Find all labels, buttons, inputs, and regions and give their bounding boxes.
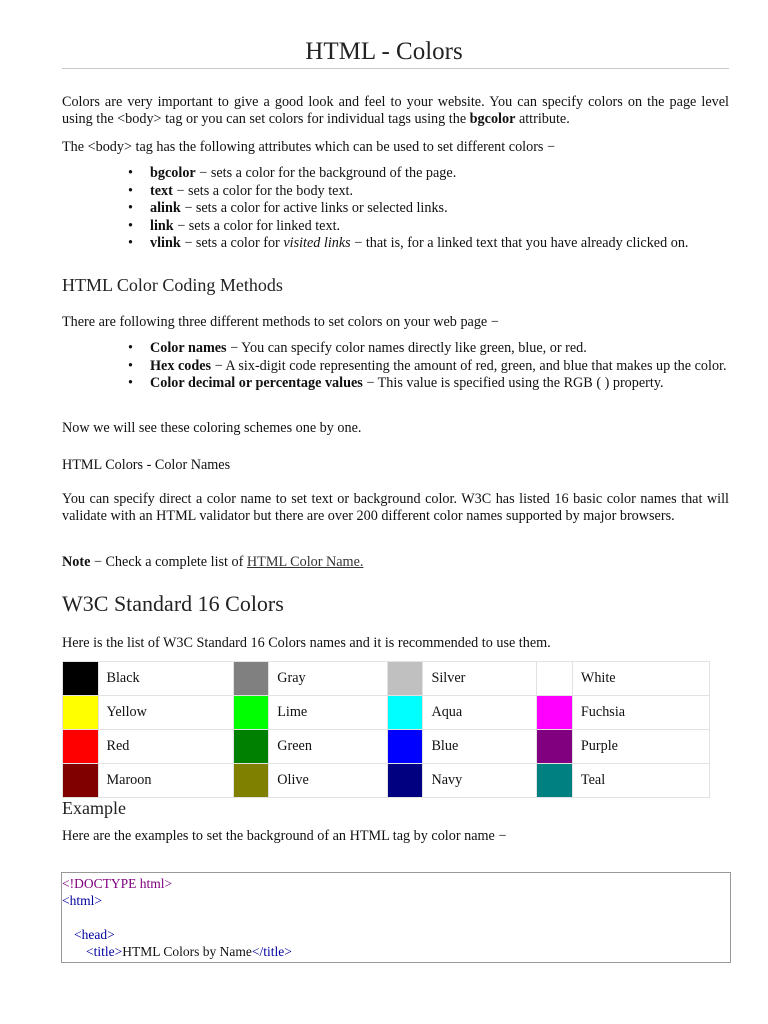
color-swatch [233, 662, 269, 696]
table-row [63, 764, 710, 798]
color-swatch [63, 764, 99, 798]
color-swatch [233, 730, 269, 764]
color-swatch [63, 662, 99, 696]
table-row [63, 662, 710, 696]
page-title: HTML - Colors [305, 38, 463, 65]
code-line-html: <html> [62, 893, 102, 908]
color-name: Black [98, 662, 233, 696]
color-swatch [537, 662, 573, 696]
color-swatch [233, 696, 269, 730]
list-item: • Color names − You can specify color names directly like green, blue, or red. [128, 340, 729, 358]
intro-text-end: attribute. [515, 111, 570, 127]
color-name: Navy [423, 764, 537, 798]
code-example [61, 872, 731, 963]
w3c-heading: W3C Standard 16 Colors [62, 591, 284, 616]
color-name: Blue [423, 730, 537, 764]
intro-text: Colors are very important to give a good look and feel to your website. You can specify colors on the page level using the <body> tag or you can set colors for individual tags using the [62, 94, 729, 127]
color-swatch [387, 696, 423, 730]
methods-outro: Now we will see these coloring schemes one by one. [62, 420, 362, 436]
color-name: Fuchsia [572, 696, 709, 730]
code-line-head: <head> [74, 927, 115, 942]
list-item: • text − sets a color for the body text. [128, 183, 729, 201]
color-swatch [387, 730, 423, 764]
color-name: Purple [572, 730, 709, 764]
color-swatch [233, 764, 269, 798]
table-row [63, 730, 710, 764]
color-name: Red [98, 730, 233, 764]
color-swatch [63, 696, 99, 730]
color-name: Maroon [98, 764, 233, 798]
color-names-subheading: HTML Colors - Color Names [62, 457, 231, 473]
note-paragraph: Note − Check a complete list of HTML Color Name. [62, 554, 364, 570]
methods-intro: There are following three different methods to set colors on your web page − [62, 314, 499, 330]
example-heading: Example [62, 798, 126, 818]
color-name: Green [269, 730, 388, 764]
body-tag-paragraph: The <body> tag has the following attributes which can be used to set different colors − [62, 139, 555, 155]
note-label: Note [62, 554, 91, 570]
color-swatch [537, 730, 573, 764]
w3c-intro: Here is the list of W3C Standard 16 Colors names and it is recommended to use them. [62, 635, 551, 651]
list-item: • Hex codes − A six-digit code representing the amount of red, green, and blue that makes up the color. [128, 358, 729, 376]
list-item: • link − sets a color for linked text. [128, 218, 729, 236]
color-name: Olive [269, 764, 388, 798]
list-item: • Color decimal or percentage values − This value is specified using the RGB ( ) property. [128, 375, 729, 393]
color-swatch [537, 696, 573, 730]
color-swatch [387, 764, 423, 798]
color-name: White [572, 662, 709, 696]
color-swatch [63, 730, 99, 764]
intro-paragraph [62, 94, 729, 128]
html-color-name-link[interactable]: HTML Color Name. [246, 554, 364, 570]
methods-heading: HTML Color Coding Methods [62, 275, 283, 295]
color-name: Gray [269, 662, 388, 696]
intro-bold-term: bgcolor [469, 111, 516, 127]
color-name: Lime [269, 696, 388, 730]
color-names-paragraph: You can specify direct a color name to set text or background color. W3C has listed 16 basic color names that will validate with an HTML validator but there are over 200 different color names supported by major browsers. [62, 491, 729, 524]
code-line-title: <title>HTML Colors by Name</title> [86, 944, 292, 959]
table-row [63, 696, 710, 730]
color-name: Teal [572, 764, 709, 798]
list-item: • bgcolor − sets a color for the background of the page. [128, 165, 729, 183]
color-name: Yellow [98, 696, 233, 730]
body-attributes-list [128, 165, 729, 253]
list-item: • alink − sets a color for active links or selected links. [128, 200, 729, 218]
color-swatch [387, 662, 423, 696]
methods-list [128, 340, 729, 393]
list-item: • vlink − sets a color for visited links − that is, for a linked text that you have already clicked on. [128, 235, 729, 253]
w3c-colors-table [62, 661, 710, 798]
color-name: Aqua [423, 696, 537, 730]
color-swatch [537, 764, 573, 798]
example-intro: Here are the examples to set the background of an HTML tag by color name − [62, 828, 507, 844]
title-divider [62, 68, 729, 69]
code-line-blank [62, 909, 730, 926]
color-name: Silver [423, 662, 537, 696]
code-line-doctype: <!DOCTYPE html> [62, 876, 173, 891]
